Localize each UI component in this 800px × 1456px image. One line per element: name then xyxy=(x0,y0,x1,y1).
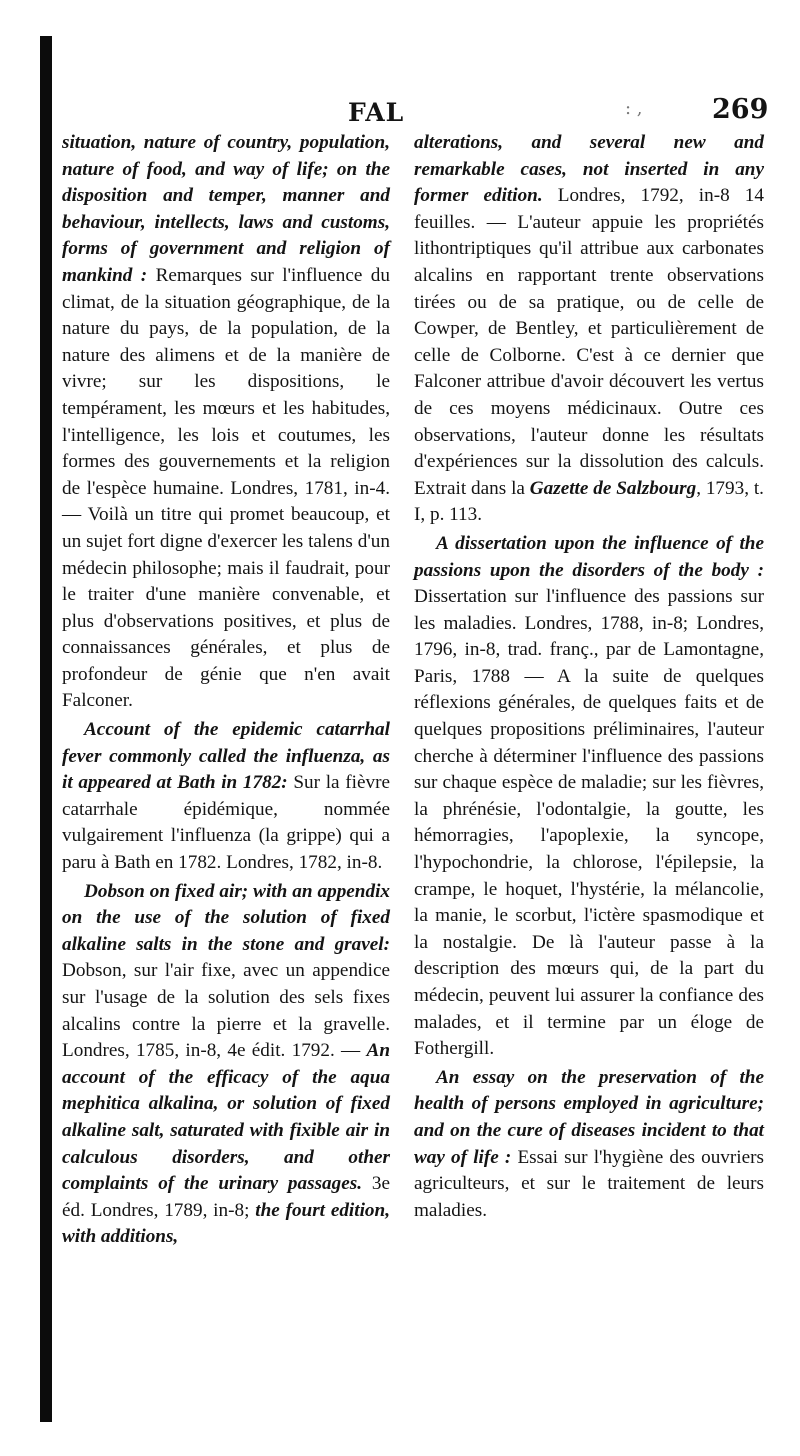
binding-edge xyxy=(40,36,52,1422)
entry-body-secondary: , 1793, t. I, p. 113. xyxy=(414,477,764,526)
entry-epidemic-catarrhal xyxy=(62,717,390,877)
entry-title-secondary: An account of the efficacy of the aqua mephitica alkalina, or solution of fixed alkaline salt, saturated with fixible air in calculous disorders, and other complaints of the urinary passages. xyxy=(62,1040,390,1195)
entry-title-tertiary: the fourt edition, with additions, xyxy=(62,1199,390,1248)
entry-title: Account of the epidemic catarrhal fever commonly called the influenza, as it appeared at Bath in 1782: xyxy=(62,719,390,794)
left-column xyxy=(62,130,390,1253)
entry-agriculture-essay xyxy=(414,1065,764,1225)
entry-title: alterations, and several new and remarkable cases, not inserted in any former edition. xyxy=(414,132,764,207)
entry-body: Londres, 1792, in-8 14 feuilles. — L'auteur appuie les propriétés lithontriptiques qu'il attribue aux carbonates alcalins en rapportant trente observations tirées ou de sa pratique, ou de celle de Cowper, de Bentley, et particulièrement de celle de Colborne. C'est à ce dernier que Falconer attribue d'avoir découvert les vertus de ces moyens médicinaux. Outre ces observations, l'auteur donne les résultats d'expériences sur la dissolution des calculs. Extrait dans la xyxy=(414,185,764,499)
entry-title-secondary: Gazette de Salzbourg xyxy=(529,477,697,499)
entry-body: Sur la fièvre catarrhale épidémique, nommée vulgairement l'influenza (la grippe) qui a paru à Bath en 1782. Londres, 1782, in-8. xyxy=(62,772,390,874)
entry-body: Remarques sur l'influence du climat, de la situation géographique, de la nature du pays, de la population, de la nature des alimens et de la manière de vivre; sur les dispositions, le tempérament, les mœurs et les habitudes, l'intelligence, les lois et coutumes, les formes des gouvernements et la religion de l'espèce humaine. Londres, 1781, in-4. — Voilà un titre qui promet beaucoup, et un sujet fort digne d'exercer les talens d'un médecin philosophe; mais il faudrait, pour le traiter d'une manière convenable, et plus d'observations positives, et plus de connaissances générales, et plus de profondeur de génie que n'en avait Falconer. xyxy=(62,264,390,712)
right-column xyxy=(414,130,764,1226)
entry-body: Essai sur l'hygiène des ouvriers agriculteurs, et sur le traitement de leurs maladies. xyxy=(414,1146,764,1221)
entry-title: An essay on the preservation of the health of persons employed in agriculture; and on the cure of diseases incident to that way of life : xyxy=(414,1066,764,1168)
header-marks: : , xyxy=(625,98,643,119)
page-number: 269 xyxy=(712,94,769,125)
entry-body: Dissertation sur l'influence des passions sur les maladies. Londres, 1788, in-8; Londres, 1796, in-8, trad. franç., par de Lamontagne, Paris, 1788 — A la suite de quelques réflexions générales, de quelques faits et de quelques propositions préliminaires, l'auteur cherche à déterminer l'influence des passions sur chaque espèce de maladie; sur les fièvres, la phrénésie, l'odontalgie, la goutte, les hémorragies, l'apoplexie, la syncope, l'hypochondrie, la chlorose, l'épilepsie, la crampe, le hoquet, l'hystérie, la mélancolie, la manie, le scorbut, l'ictère spasmodique et la nostalgie. De là l'auteur passe à la description des mœurs qui, de la part du médecin, peuvent lui assurer la confiance des malades, et il termine par un éloge de Fothergill. xyxy=(414,586,764,1060)
entry-body-secondary: 3e éd. Londres, 1789, in-8; xyxy=(62,1173,390,1221)
entry-alterations xyxy=(414,130,764,529)
entry-dobson-fixed-air xyxy=(62,879,390,1251)
entry-title: Dobson on fixed air; with an appendix on the use of the solution of fixed alkaline salts in the stone and gravel: xyxy=(62,880,390,955)
page-header-title: FAL xyxy=(348,98,405,127)
entry-title: situation, nature of country, population, nature of food, and way of life; on the disposition and temper, manner and behaviour, intellects, laws and customs, forms of government and religion of mankind : xyxy=(62,132,390,286)
entry-title: A dissertation upon the influence of the passions upon the disorders of the body : xyxy=(414,532,764,581)
entry-passions-dissertation xyxy=(414,531,764,1063)
entry-situation xyxy=(62,130,390,715)
entry-body: Dobson, sur l'air fixe, avec un appendice sur l'usage de la solution des sels fixes alcalins contre la pierre et la gravelle. Londres, 1785, in-8, 4e édit. 1792. — xyxy=(62,960,390,1062)
